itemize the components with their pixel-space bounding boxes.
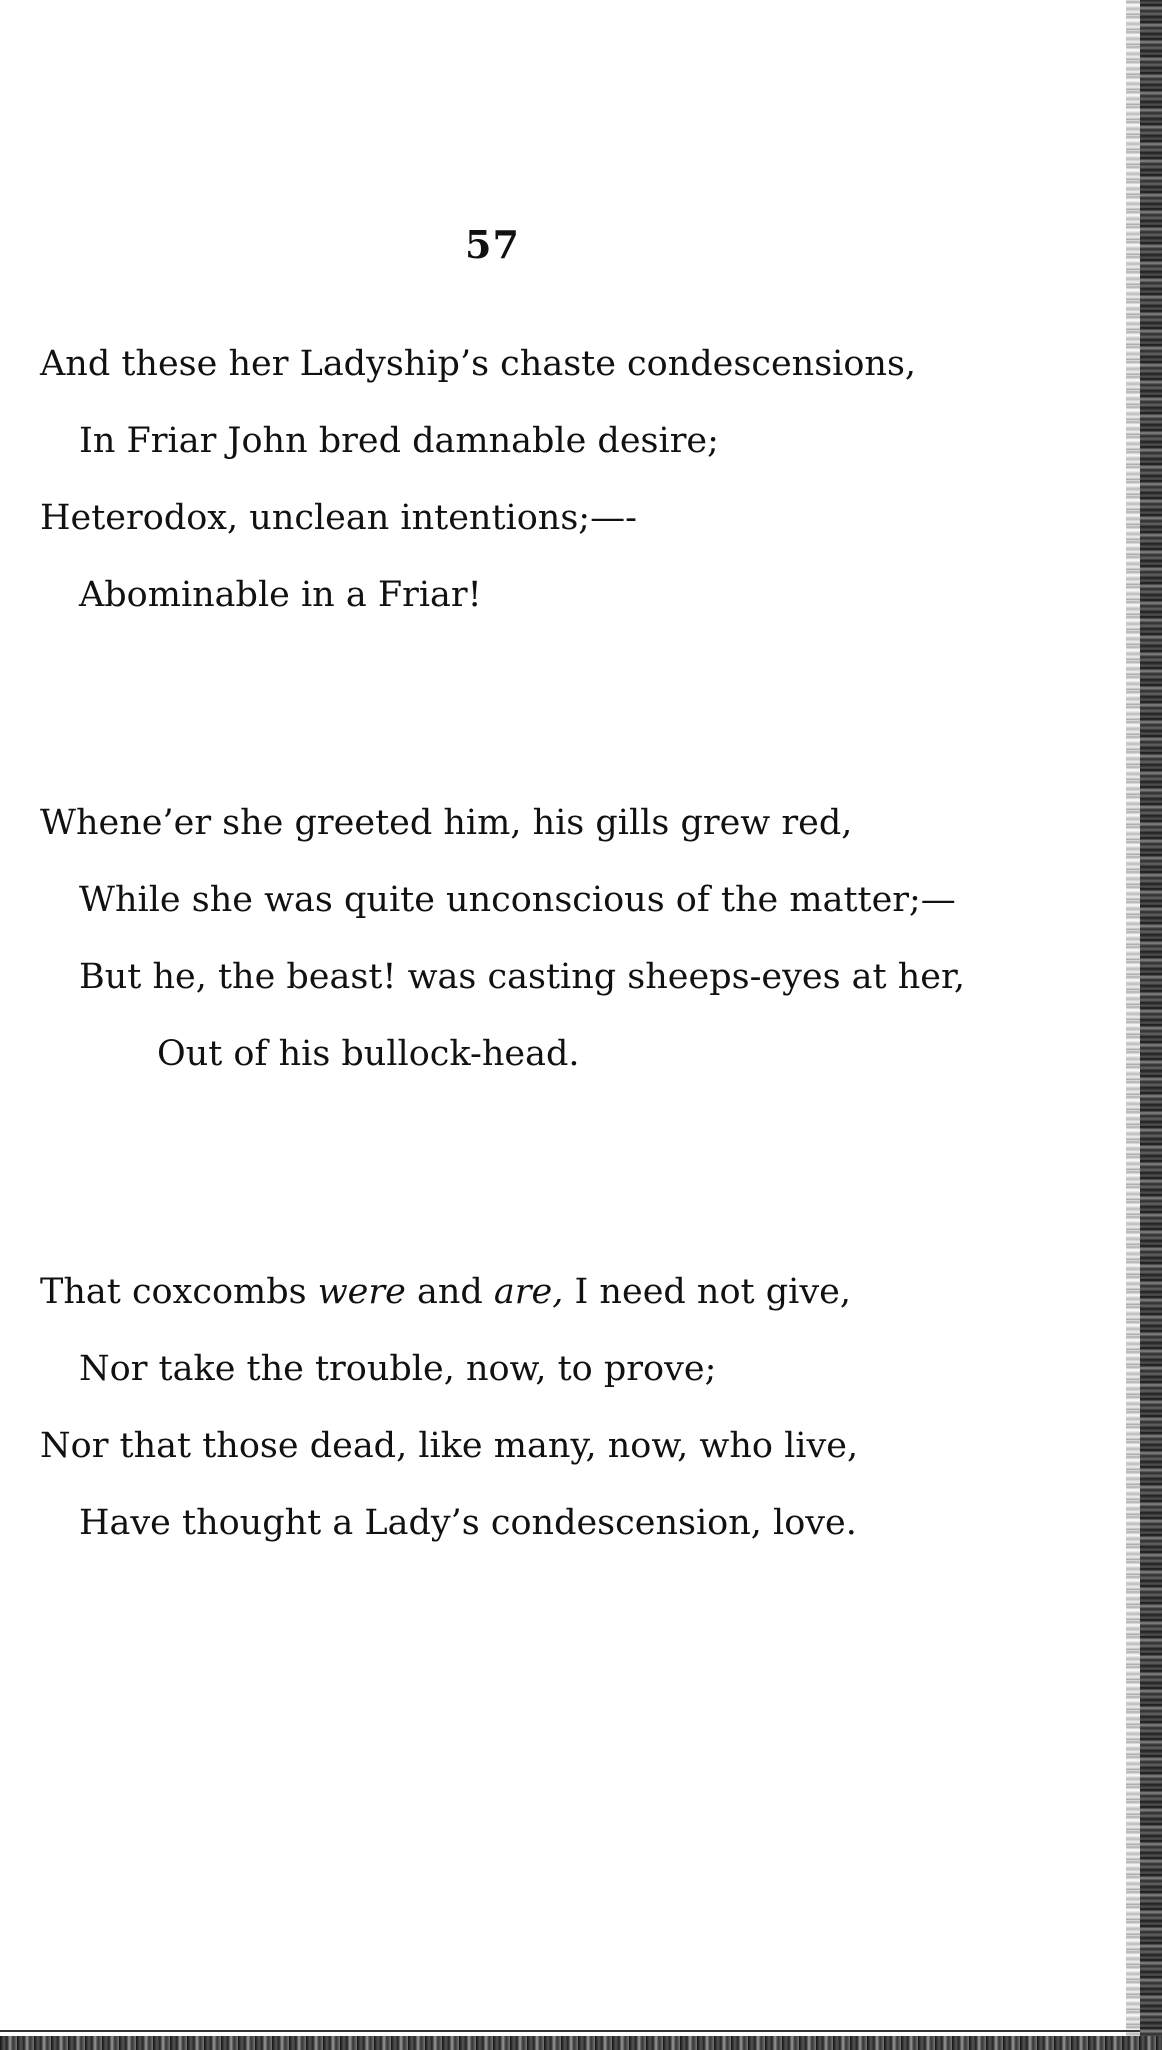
bottom-edge bbox=[0, 2036, 1162, 2050]
verse-text: I need not give, bbox=[563, 1272, 851, 1312]
verse-line: In Friar John bred damnable desire; bbox=[79, 421, 719, 461]
bottom-rule bbox=[0, 2030, 1140, 2032]
verse-line: Out of his bullock-head. bbox=[157, 1034, 580, 1074]
verse-line: And these her Ladyship’s chaste condescensions, bbox=[40, 344, 917, 384]
verse-italic: were bbox=[317, 1272, 406, 1312]
verse-text: and bbox=[405, 1272, 494, 1312]
verse-italic: are, bbox=[493, 1272, 564, 1312]
page-number: 57 bbox=[465, 222, 520, 267]
verse-line bbox=[40, 1272, 851, 1312]
binding-edge bbox=[1140, 0, 1162, 2050]
verse-line: Have thought a Lady’s condescension, love. bbox=[79, 1503, 857, 1543]
verse-line: Heterodox, unclean intentions;—- bbox=[40, 498, 637, 538]
verse-line: Nor that those dead, like many, now, who live, bbox=[40, 1426, 859, 1466]
verse-text: That coxcombs bbox=[40, 1272, 318, 1312]
verse-line: Abominable in a Friar! bbox=[79, 575, 482, 615]
verse-line: But he, the beast! was casting sheeps-eyes at her, bbox=[79, 957, 966, 997]
verse-line: While she was quite unconscious of the matter;— bbox=[79, 880, 956, 920]
binding-edge-shadow bbox=[1126, 0, 1140, 2050]
verse-line: Nor take the trouble, now, to prove; bbox=[79, 1349, 717, 1389]
verse-line: Whene’er she greeted him, his gills grew red, bbox=[40, 803, 853, 843]
